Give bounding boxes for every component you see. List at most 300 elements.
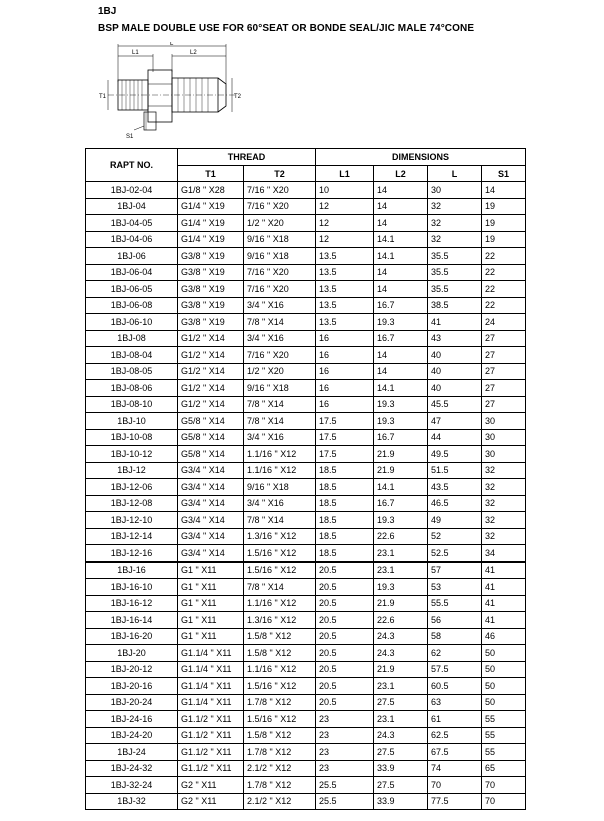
cell-s1: 70 (482, 777, 526, 794)
cell-l: 40 (428, 380, 482, 397)
cell-t2: 7/16 " X20 (244, 182, 316, 199)
cell-l1: 23 (316, 760, 374, 777)
cell-l2: 19.3 (374, 396, 428, 413)
cell-l2: 14 (374, 182, 428, 199)
table-row (86, 231, 526, 248)
cell-t1: G1/2 " X14 (178, 396, 244, 413)
table-row (86, 479, 526, 496)
cell-t2: 1.7/8 " X12 (244, 744, 316, 761)
cell-s1: 41 (482, 562, 526, 579)
cell-s1: 32 (482, 479, 526, 496)
cell-l: 49 (428, 512, 482, 529)
cell-l2: 21.9 (374, 462, 428, 479)
cell-l2: 33.9 (374, 793, 428, 810)
table-row (86, 198, 526, 215)
cell-l: 62.5 (428, 727, 482, 744)
table-row (86, 777, 526, 794)
table-row (86, 744, 526, 761)
cell-t2: 2.1/2 " X12 (244, 760, 316, 777)
cell-l2: 27.5 (374, 777, 428, 794)
cell-rapt-no: 1BJ-12 (86, 462, 178, 479)
cell-l: 51.5 (428, 462, 482, 479)
cell-l2: 14 (374, 281, 428, 298)
cell-s1: 19 (482, 198, 526, 215)
cell-s1: 30 (482, 413, 526, 430)
cell-l1: 18.5 (316, 545, 374, 562)
cell-t2: 1.5/8 " X12 (244, 645, 316, 662)
cell-l1: 20.5 (316, 678, 374, 695)
cell-l2: 27.5 (374, 744, 428, 761)
cell-l: 49.5 (428, 446, 482, 463)
cell-l2: 19.3 (374, 413, 428, 430)
table-row (86, 512, 526, 529)
cell-t1: G1 " X11 (178, 562, 244, 579)
cell-l: 52.5 (428, 545, 482, 562)
cell-rapt-no: 1BJ-06 (86, 248, 178, 265)
cell-l1: 23 (316, 727, 374, 744)
cell-rapt-no: 1BJ-12-08 (86, 495, 178, 512)
cell-l1: 16 (316, 363, 374, 380)
cell-t2: 1.3/16 " X12 (244, 612, 316, 629)
cell-t1: G3/4 " X14 (178, 479, 244, 496)
cell-l1: 23 (316, 711, 374, 728)
table-row (86, 727, 526, 744)
table-row (86, 462, 526, 479)
dim-label-l2: L2 (190, 50, 197, 56)
cell-t2: 9/16 " X18 (244, 248, 316, 265)
cell-l2: 24.3 (374, 645, 428, 662)
table-row (86, 579, 526, 596)
cell-l2: 23.1 (374, 545, 428, 562)
table-row (86, 182, 526, 199)
cell-rapt-no: 1BJ-24-32 (86, 760, 178, 777)
cell-t1: G2 " X11 (178, 793, 244, 810)
cell-l: 40 (428, 347, 482, 364)
table-row (86, 248, 526, 265)
cell-l1: 13.5 (316, 314, 374, 331)
cell-l1: 20.5 (316, 645, 374, 662)
cell-l2: 16.7 (374, 330, 428, 347)
cell-l: 57 (428, 562, 482, 579)
cell-t1: G5/8 " X14 (178, 446, 244, 463)
table-row (86, 314, 526, 331)
cell-t1: G1.1/4 " X11 (178, 661, 244, 678)
table-row (86, 793, 526, 810)
cell-l2: 23.1 (374, 678, 428, 695)
header-l1: L1 (316, 166, 374, 182)
cell-l: 43 (428, 330, 482, 347)
cell-s1: 32 (482, 528, 526, 545)
cell-l: 35.5 (428, 281, 482, 298)
cell-l2: 23.1 (374, 711, 428, 728)
cell-l2: 14.1 (374, 231, 428, 248)
header-l2: L2 (374, 166, 428, 182)
cell-rapt-no: 1BJ-24-20 (86, 727, 178, 744)
cell-l: 40 (428, 363, 482, 380)
cell-l2: 27.5 (374, 694, 428, 711)
cell-s1: 22 (482, 281, 526, 298)
dim-label-s1: S1 (126, 134, 134, 140)
cell-t1: G1 " X11 (178, 595, 244, 612)
cell-rapt-no: 1BJ-32-24 (86, 777, 178, 794)
cell-t2: 3/4 " X16 (244, 330, 316, 347)
table-row (86, 711, 526, 728)
cell-s1: 50 (482, 678, 526, 695)
cell-t1: G1/2 " X14 (178, 380, 244, 397)
cell-s1: 50 (482, 645, 526, 662)
cell-rapt-no: 1BJ-20 (86, 645, 178, 662)
header-s1: S1 (482, 166, 526, 182)
cell-s1: 22 (482, 297, 526, 314)
cell-l1: 25.5 (316, 793, 374, 810)
part-code: 1BJ (98, 6, 117, 17)
cell-rapt-no: 1BJ-02-04 (86, 182, 178, 199)
header-t2: T2 (244, 166, 316, 182)
cell-rapt-no: 1BJ-06-10 (86, 314, 178, 331)
cell-t1: G3/4 " X14 (178, 528, 244, 545)
cell-s1: 27 (482, 330, 526, 347)
cell-l2: 14.1 (374, 479, 428, 496)
cell-t1: G1.1/2 " X11 (178, 760, 244, 777)
dim-label-l1: L1 (132, 50, 139, 56)
cell-t1: G1 " X11 (178, 579, 244, 596)
cell-l1: 12 (316, 215, 374, 232)
cell-rapt-no: 1BJ-06-08 (86, 297, 178, 314)
cell-l2: 14 (374, 347, 428, 364)
cell-s1: 30 (482, 446, 526, 463)
cell-l: 52 (428, 528, 482, 545)
cell-rapt-no: 1BJ-04-06 (86, 231, 178, 248)
cell-l2: 14.1 (374, 380, 428, 397)
cell-l: 41 (428, 314, 482, 331)
cell-t2: 3/4 " X16 (244, 429, 316, 446)
cell-l: 57.5 (428, 661, 482, 678)
cell-t1: G3/4 " X14 (178, 462, 244, 479)
cell-rapt-no: 1BJ-16-14 (86, 612, 178, 629)
cell-t1: G5/8 " X14 (178, 429, 244, 446)
cell-s1: 30 (482, 429, 526, 446)
cell-rapt-no: 1BJ-08-05 (86, 363, 178, 380)
table-row (86, 612, 526, 629)
cell-t2: 1.7/8 " X12 (244, 694, 316, 711)
cell-t2: 1/2 " X20 (244, 363, 316, 380)
cell-l2: 16.7 (374, 297, 428, 314)
table-row (86, 760, 526, 777)
cell-s1: 46 (482, 628, 526, 645)
cell-t1: G1 " X11 (178, 612, 244, 629)
cell-l1: 20.5 (316, 579, 374, 596)
cell-t1: G1.1/2 " X11 (178, 711, 244, 728)
cell-l: 67.5 (428, 744, 482, 761)
cell-t1: G1/2 " X14 (178, 330, 244, 347)
table-row (86, 281, 526, 298)
cell-l1: 18.5 (316, 528, 374, 545)
cell-t1: G3/8 " X19 (178, 314, 244, 331)
cell-rapt-no: 1BJ-12-14 (86, 528, 178, 545)
cell-l1: 20.5 (316, 694, 374, 711)
cell-rapt-no: 1BJ-16-20 (86, 628, 178, 645)
cell-l1: 20.5 (316, 628, 374, 645)
cell-t1: G3/8 " X19 (178, 248, 244, 265)
cell-t2: 7/8 " X14 (244, 579, 316, 596)
cell-s1: 50 (482, 694, 526, 711)
cell-t2: 7/16 " X20 (244, 198, 316, 215)
cell-t2: 1.7/8 " X12 (244, 777, 316, 794)
cell-l2: 14.1 (374, 248, 428, 265)
cell-rapt-no: 1BJ-10 (86, 413, 178, 430)
cell-l2: 21.9 (374, 595, 428, 612)
cell-rapt-no: 1BJ-08-06 (86, 380, 178, 397)
cell-rapt-no: 1BJ-20-24 (86, 694, 178, 711)
cell-rapt-no: 1BJ-16-12 (86, 595, 178, 612)
dim-label-t1: T1 (99, 94, 107, 100)
cell-t2: 1.5/16 " X12 (244, 545, 316, 562)
cell-rapt-no: 1BJ-08-04 (86, 347, 178, 364)
cell-t1: G3/8 " X19 (178, 281, 244, 298)
cell-s1: 55 (482, 727, 526, 744)
table-row (86, 330, 526, 347)
cell-t2: 1.5/8 " X12 (244, 628, 316, 645)
cell-rapt-no: 1BJ-24-16 (86, 711, 178, 728)
cell-t2: 7/8 " X14 (244, 512, 316, 529)
table-row (86, 264, 526, 281)
cell-t1: G1/2 " X14 (178, 363, 244, 380)
table-row (86, 347, 526, 364)
spec-table (85, 148, 526, 810)
cell-t2: 9/16 " X18 (244, 479, 316, 496)
cell-rapt-no: 1BJ-04-05 (86, 215, 178, 232)
cell-l1: 16 (316, 347, 374, 364)
cell-t2: 1.1/16 " X12 (244, 462, 316, 479)
cell-s1: 19 (482, 215, 526, 232)
cell-t1: G1/2 " X14 (178, 347, 244, 364)
cell-l1: 12 (316, 198, 374, 215)
cell-t1: G1/8 " X28 (178, 182, 244, 199)
cell-rapt-no: 1BJ-04 (86, 198, 178, 215)
cell-s1: 50 (482, 661, 526, 678)
cell-l: 62 (428, 645, 482, 662)
cell-rapt-no: 1BJ-08 (86, 330, 178, 347)
cell-t1: G1.1/2 " X11 (178, 727, 244, 744)
cell-l1: 17.5 (316, 429, 374, 446)
cell-rapt-no: 1BJ-12-06 (86, 479, 178, 496)
table-row (86, 545, 526, 562)
cell-t2: 1.5/16 " X12 (244, 711, 316, 728)
cell-l: 35.5 (428, 248, 482, 265)
table-row (86, 628, 526, 645)
cell-rapt-no: 1BJ-06-04 (86, 264, 178, 281)
cell-l: 77.5 (428, 793, 482, 810)
table-row (86, 429, 526, 446)
cell-t2: 1/2 " X20 (244, 215, 316, 232)
cell-s1: 27 (482, 347, 526, 364)
header-thread: THREAD (178, 149, 316, 166)
cell-t2: 1.5/8 " X12 (244, 727, 316, 744)
header-rapt-no: RAPT NO. (86, 149, 178, 182)
cell-rapt-no: 1BJ-10-12 (86, 446, 178, 463)
cell-t1: G1 " X11 (178, 628, 244, 645)
cell-t1: G1/4 " X19 (178, 231, 244, 248)
cell-l: 35.5 (428, 264, 482, 281)
cell-l1: 16 (316, 330, 374, 347)
cell-s1: 41 (482, 612, 526, 629)
cell-l: 32 (428, 215, 482, 232)
cell-t1: G1.1/2 " X11 (178, 744, 244, 761)
cell-rapt-no: 1BJ-20-12 (86, 661, 178, 678)
cell-t2: 7/16 " X20 (244, 347, 316, 364)
cell-t2: 1.5/16 " X12 (244, 678, 316, 695)
cell-t2: 7/16 " X20 (244, 281, 316, 298)
cell-l: 44 (428, 429, 482, 446)
cell-rapt-no: 1BJ-12-16 (86, 545, 178, 562)
cell-t1: G3/4 " X14 (178, 495, 244, 512)
cell-s1: 41 (482, 579, 526, 596)
cell-t2: 9/16 " X18 (244, 380, 316, 397)
cell-s1: 14 (482, 182, 526, 199)
cell-s1: 32 (482, 495, 526, 512)
cell-t1: G2 " X11 (178, 777, 244, 794)
cell-t2: 1.1/16 " X12 (244, 595, 316, 612)
table-row (86, 694, 526, 711)
cell-l2: 16.7 (374, 429, 428, 446)
dim-label-t2: T2 (234, 94, 242, 100)
cell-t2: 2.1/2 " X12 (244, 793, 316, 810)
header-dimensions: DIMENSIONS (316, 149, 526, 166)
cell-s1: 24 (482, 314, 526, 331)
cell-l1: 18.5 (316, 495, 374, 512)
cell-l: 58 (428, 628, 482, 645)
cell-l2: 14 (374, 198, 428, 215)
cell-s1: 27 (482, 380, 526, 397)
cell-l: 32 (428, 198, 482, 215)
cell-s1: 27 (482, 363, 526, 380)
cell-s1: 55 (482, 744, 526, 761)
cell-l1: 13.5 (316, 297, 374, 314)
header-t1: T1 (178, 166, 244, 182)
cell-rapt-no: 1BJ-32 (86, 793, 178, 810)
cell-l1: 17.5 (316, 446, 374, 463)
cell-s1: 65 (482, 760, 526, 777)
cell-l1: 18.5 (316, 462, 374, 479)
cell-l1: 13.5 (316, 264, 374, 281)
cell-l2: 24.3 (374, 727, 428, 744)
cell-t2: 1.1/16 " X12 (244, 446, 316, 463)
table-row (86, 528, 526, 545)
header-l: L (428, 166, 482, 182)
cell-s1: 19 (482, 231, 526, 248)
cell-l1: 16 (316, 380, 374, 397)
cell-l2: 33.9 (374, 760, 428, 777)
cell-t1: G5/8 " X14 (178, 413, 244, 430)
cell-l2: 21.9 (374, 446, 428, 463)
cell-l1: 17.5 (316, 413, 374, 430)
cell-l2: 14 (374, 215, 428, 232)
cell-t1: G1/4 " X19 (178, 198, 244, 215)
cell-t1: G3/8 " X19 (178, 264, 244, 281)
cell-rapt-no: 1BJ-24 (86, 744, 178, 761)
cell-t2: 7/8 " X14 (244, 413, 316, 430)
cell-rapt-no: 1BJ-16-10 (86, 579, 178, 596)
cell-t1: G1.1/4 " X11 (178, 694, 244, 711)
table-row (86, 661, 526, 678)
cell-t2: 7/8 " X14 (244, 314, 316, 331)
cell-l1: 12 (316, 231, 374, 248)
cell-rapt-no: 1BJ-08-10 (86, 396, 178, 413)
cell-t1: G3/4 " X14 (178, 512, 244, 529)
table-row (86, 678, 526, 695)
cell-rapt-no: 1BJ-12-10 (86, 512, 178, 529)
cell-s1: 22 (482, 248, 526, 265)
table-row (86, 562, 526, 579)
table-row (86, 645, 526, 662)
table-row (86, 380, 526, 397)
cell-t2: 7/16 " X20 (244, 264, 316, 281)
dim-label-l: L (170, 42, 174, 47)
cell-l: 45.5 (428, 396, 482, 413)
cell-l1: 18.5 (316, 512, 374, 529)
table-row (86, 363, 526, 380)
cell-t2: 3/4 " X16 (244, 297, 316, 314)
cell-l1: 20.5 (316, 612, 374, 629)
cell-l: 32 (428, 231, 482, 248)
cell-l: 55.5 (428, 595, 482, 612)
cell-l2: 19.3 (374, 579, 428, 596)
cell-l1: 10 (316, 182, 374, 199)
cell-l1: 20.5 (316, 562, 374, 579)
cell-l1: 25.5 (316, 777, 374, 794)
cell-t2: 1.5/16 " X12 (244, 562, 316, 579)
table-row (86, 297, 526, 314)
cell-l: 56 (428, 612, 482, 629)
cell-l: 53 (428, 579, 482, 596)
cell-l1: 18.5 (316, 479, 374, 496)
cell-t1: G3/4 " X14 (178, 545, 244, 562)
spec-table-body (86, 182, 526, 810)
cell-l1: 13.5 (316, 248, 374, 265)
cell-s1: 32 (482, 512, 526, 529)
cell-l1: 23 (316, 744, 374, 761)
cell-t2: 1.1/16 " X12 (244, 661, 316, 678)
cell-l2: 14 (374, 363, 428, 380)
table-row (86, 446, 526, 463)
table-row (86, 215, 526, 232)
cell-l1: 16 (316, 396, 374, 413)
cell-s1: 32 (482, 462, 526, 479)
cell-l1: 20.5 (316, 661, 374, 678)
cell-l2: 23.1 (374, 562, 428, 579)
table-row (86, 595, 526, 612)
cell-rapt-no: 1BJ-10-08 (86, 429, 178, 446)
cell-l: 38.5 (428, 297, 482, 314)
cell-l: 46.5 (428, 495, 482, 512)
page-title: BSP MALE DOUBLE USE FOR 60°SEAT OR BONDE SEAL/JIC MALE 74°CONE (98, 23, 475, 34)
cell-l: 43.5 (428, 479, 482, 496)
cell-l2: 14 (374, 264, 428, 281)
cell-t1: G1.1/4 " X11 (178, 678, 244, 695)
cell-l2: 24.3 (374, 628, 428, 645)
cell-l: 74 (428, 760, 482, 777)
cell-t1: G1.1/4 " X11 (178, 645, 244, 662)
cell-s1: 70 (482, 793, 526, 810)
cell-l: 30 (428, 182, 482, 199)
cell-l2: 19.3 (374, 512, 428, 529)
cell-rapt-no: 1BJ-06-05 (86, 281, 178, 298)
cell-l: 60.5 (428, 678, 482, 695)
cell-l1: 13.5 (316, 281, 374, 298)
cell-t2: 1.3/16 " X12 (244, 528, 316, 545)
cell-rapt-no: 1BJ-20-16 (86, 678, 178, 695)
cell-s1: 27 (482, 396, 526, 413)
